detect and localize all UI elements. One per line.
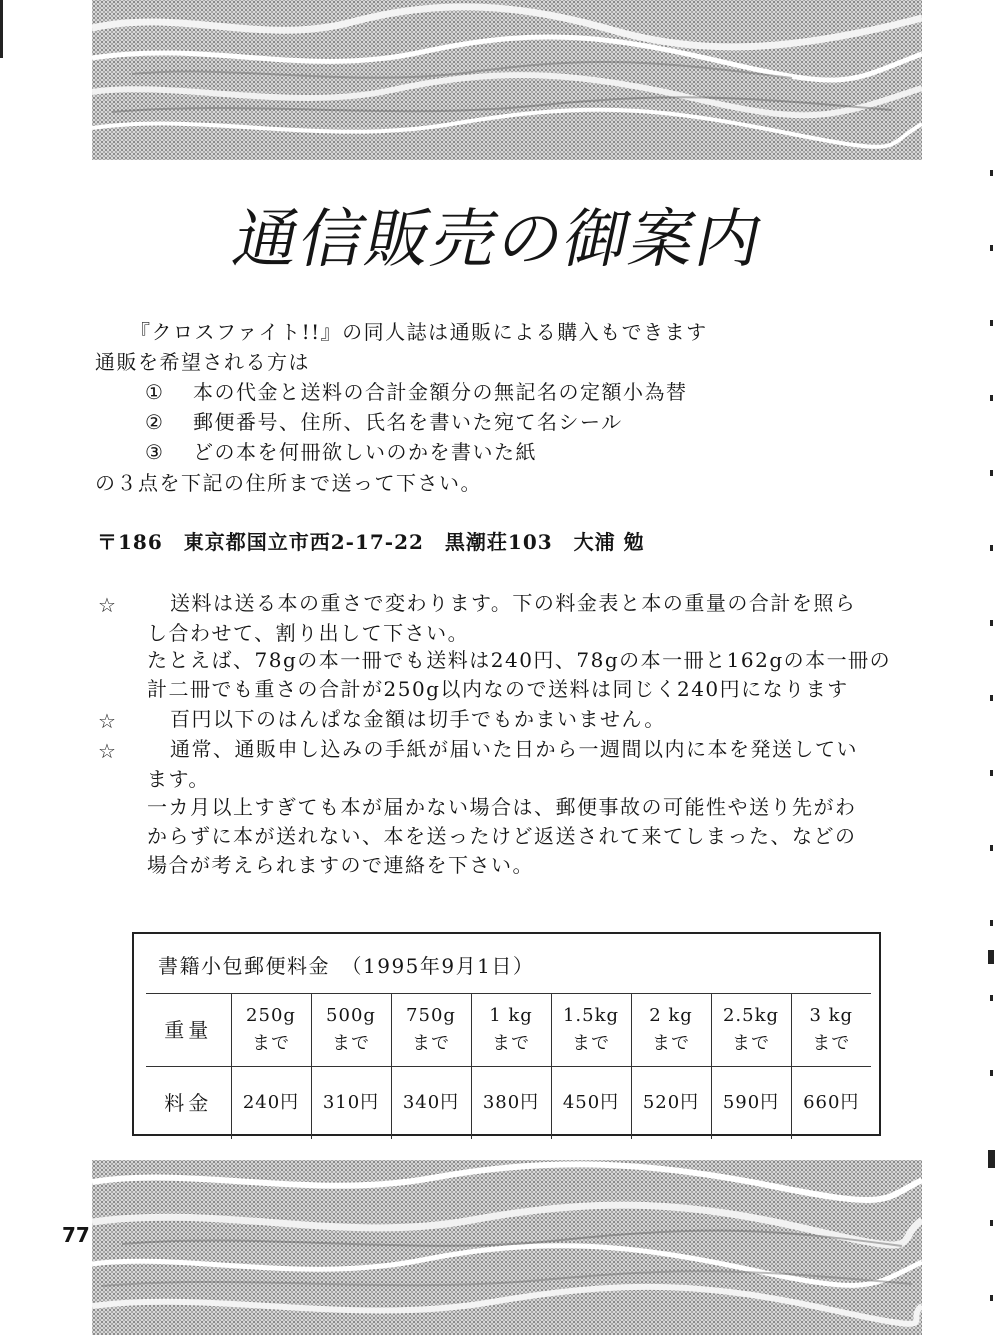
note-1-line-3: たとえば、78gの本一冊でも送料は240円、78gの本一冊と162gの本一冊の [147, 648, 892, 672]
mailing-address: 〒186 東京都国立市西2-17-22 黒潮荘103 大浦 勉 [97, 530, 645, 554]
note-3-line-3: 一カ月以上すぎても本が届かない場合は、郵便事故の可能性や送り先がわ [147, 795, 857, 819]
weight-row-label: 重量 [146, 994, 231, 1067]
weight-value: 1.5kg [562, 1005, 620, 1026]
price-cell: 590円 [711, 1067, 791, 1140]
postage-table-grid [146, 993, 871, 1139]
weight-cell [551, 994, 631, 1067]
note-3-line-2: ます。 [147, 767, 210, 791]
weight-value: 500g [326, 1005, 376, 1026]
list-item-2-text: 郵便番号、住所、氏名を書いた宛て名シール [193, 410, 623, 434]
note-1-line-1: 送料は送る本の重さで変わります。下の料金表と本の重量の合計を照ら [170, 591, 857, 615]
weight-cell [311, 994, 391, 1067]
weight-cell [231, 994, 311, 1067]
note-2-star-icon: ☆ [98, 709, 116, 733]
price-cell: 380円 [471, 1067, 551, 1140]
note-1-line-2: し合わせて、割り出して下さい。 [147, 621, 470, 645]
page-edge-rule [0, 0, 3, 58]
weight-value: 1 kg [489, 1005, 533, 1026]
weight-cell [791, 994, 871, 1067]
price-cell: 310円 [311, 1067, 391, 1140]
weight-limit-label: まで [812, 1033, 851, 1054]
weight-value: 750g [406, 1005, 456, 1026]
list-item-3-number: ③ [145, 440, 165, 464]
screentone-footer-decoration [92, 1160, 922, 1335]
list-item-3-text: どの本を何冊欲しいのかを書いた紙 [193, 440, 537, 464]
price-cell: 450円 [551, 1067, 631, 1140]
note-3-line-5: 場合が考えられますので連絡を下さい。 [147, 853, 534, 877]
note-3-line-1: 通常、通販申し込みの手紙が届いた日から一週間以内に本を発送してい [170, 737, 858, 761]
weight-cell [391, 994, 471, 1067]
note-1-line-4: 計二冊でも重さの合計が250g以内なので送料は同じく240円になります [147, 677, 849, 701]
intro-line-2: 通販を希望される方は [95, 350, 310, 374]
weight-limit-label: まで [412, 1033, 450, 1054]
price-cell: 660円 [791, 1067, 871, 1140]
note-3-line-4: からずに本が送れない、本を送ったけど返送されて来てしまった、などの [147, 824, 857, 848]
intro-line-3: の３点を下記の住所まで送って下さい。 [95, 471, 482, 495]
weight-limit-label: まで [652, 1033, 690, 1054]
weight-limit-label: まで [572, 1033, 610, 1054]
weight-value: 2.5kg [722, 1005, 780, 1026]
list-item-1-text: 本の代金と送料の合計金額分の無記名の定額小為替 [193, 380, 688, 404]
note-2-line-1: 百円以下のはんぱな金額は切手でもかまいません。 [170, 707, 666, 731]
table-row-price [146, 1067, 871, 1140]
screentone-header-decoration [92, 0, 922, 160]
postage-table-title: 書籍小包郵便料金 （1995年9月1日） [158, 954, 535, 978]
weight-value: 2 kg [649, 1005, 693, 1026]
weight-limit-label: まで [332, 1033, 370, 1054]
weight-cell [711, 994, 791, 1067]
postage-rate-table [132, 932, 881, 1136]
weight-limit-label: まで [732, 1033, 770, 1054]
page-number: 77 [62, 1223, 90, 1247]
weight-cell [471, 994, 551, 1067]
intro-line-1: 『クロスファイト!!』の同人誌は通販による購入もできます [130, 320, 708, 344]
weight-limit-label: まで [492, 1033, 530, 1054]
price-cell: 240円 [231, 1067, 311, 1140]
weight-cell [631, 994, 711, 1067]
list-item-2-number: ② [145, 410, 165, 434]
note-3-star-icon: ☆ [98, 739, 116, 763]
page-title: 通信販売の御案内 [226, 203, 771, 277]
weight-value: 3 kg [809, 1005, 854, 1026]
list-item-1-number: ① [145, 380, 165, 404]
note-1-star-icon: ☆ [98, 593, 116, 617]
price-row-label: 料金 [146, 1067, 231, 1140]
price-cell: 520円 [631, 1067, 711, 1140]
table-row-weight [146, 994, 871, 1067]
price-cell: 340円 [391, 1067, 471, 1140]
weight-value: 250g [246, 1005, 296, 1026]
weight-limit-label: まで [252, 1033, 290, 1054]
binding-edge-marks [982, 150, 996, 1330]
